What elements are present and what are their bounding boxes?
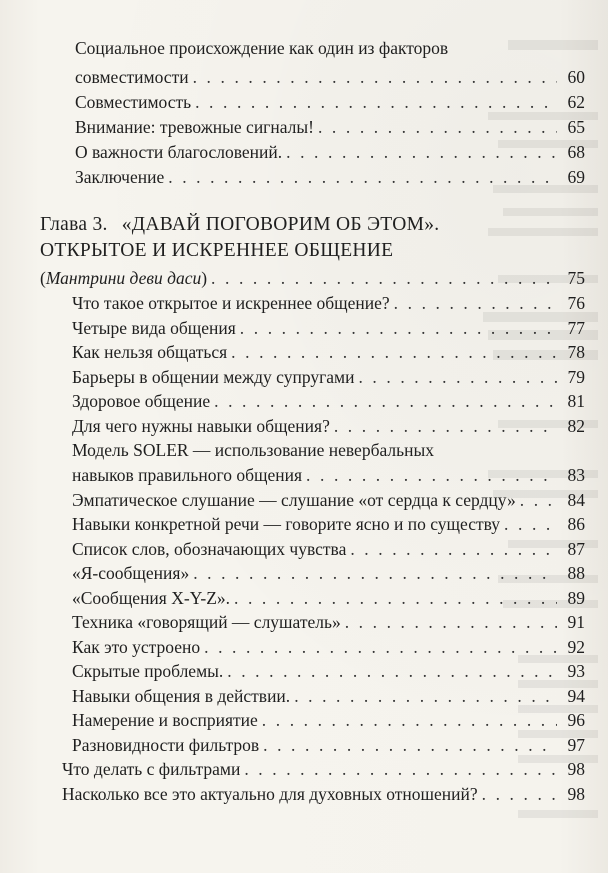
- dot-leader: [358, 366, 557, 388]
- toc-entry-title: Как это устроено: [72, 636, 201, 657]
- toc-page-number: 76: [567, 293, 585, 313]
- toc-entry-title: Техника «говорящий — слушатель»: [72, 612, 341, 632]
- dot-leader: [294, 685, 557, 707]
- toc-page-number: 82: [567, 415, 585, 436]
- dot-leader: [318, 116, 557, 138]
- toc-entry: [62, 758, 585, 780]
- toc-entry: [72, 538, 585, 560]
- toc-entry-title: Совместимость: [75, 92, 192, 112]
- toc-entry-title: Навыки конкретной речи — говорите ясно и по существу: [72, 514, 501, 534]
- dot-leader: [231, 341, 557, 363]
- toc-entry: [72, 562, 585, 584]
- toc-page-number: 92: [567, 636, 585, 657]
- toc-entry-title: Намерение и восприятие: [72, 710, 258, 730]
- toc-page-number: 97: [567, 734, 585, 755]
- toc-entry: [72, 464, 585, 486]
- toc-entry: [72, 587, 585, 609]
- toc-page-number: 77: [567, 317, 585, 338]
- toc-page-number: 65: [567, 117, 585, 137]
- toc-entry: [72, 636, 585, 658]
- toc-entry-title: Как нельзя общаться: [72, 342, 228, 362]
- toc-page-number: 96: [567, 710, 585, 730]
- dot-leader: [214, 390, 557, 412]
- toc-entry-title: Что делать с фильтрами: [62, 759, 241, 779]
- toc-entry: [72, 317, 585, 339]
- toc-page-number: 84: [567, 489, 585, 510]
- toc-page-number: 89: [567, 587, 585, 608]
- toc-entry-title: Список слов, обозначающих чувства: [72, 538, 347, 559]
- toc-entry: [72, 415, 585, 437]
- toc-entry: [72, 390, 585, 412]
- toc-entry: [72, 341, 585, 363]
- chapter-label: Глава 3.: [40, 214, 108, 235]
- toc-entry: [75, 116, 585, 138]
- chapter-author-entry: [40, 267, 585, 289]
- dot-leader: [240, 317, 557, 339]
- dot-leader: [244, 758, 557, 780]
- toc-entry: [72, 489, 585, 511]
- toc-entry-title: «Сообщения X-Y-Z».: [72, 587, 231, 608]
- dot-leader: [211, 267, 557, 289]
- toc-entry-line1: Социальное происхождение как один из факторов: [75, 38, 449, 58]
- toc-entry: [62, 783, 585, 805]
- dot-leader: [204, 636, 557, 658]
- dot-leader: [334, 415, 557, 437]
- toc-entry-title: Насколько все это актуально для духовных отношений?: [62, 783, 478, 804]
- dot-leader: [306, 464, 557, 486]
- dot-leader: [193, 562, 557, 584]
- toc-entry-title: Заключение: [75, 167, 165, 187]
- toc-entry: [72, 685, 585, 707]
- toc-entry: [72, 611, 585, 633]
- toc-entry-title: Что такое открытое и искреннее общение?: [72, 293, 390, 313]
- toc-entry: [75, 166, 585, 188]
- toc-entry: [72, 709, 585, 731]
- dot-leader: [345, 611, 557, 633]
- toc-entry-title: «Я-сообщения»: [72, 563, 190, 583]
- dot-leader: [520, 489, 557, 511]
- chapter-title-line2: ОТКРЫТОЕ И ИСКРЕННЕЕ ОБЩЕНИЕ: [40, 240, 394, 261]
- toc-page-number: 60: [567, 67, 585, 87]
- dot-leader: [168, 166, 557, 188]
- toc-page-number: 87: [567, 538, 585, 559]
- toc-page-number: 68: [567, 142, 585, 162]
- toc-entry-title: Разновидности фильтров: [72, 734, 260, 755]
- toc-entry-title: Барьеры в общении между супругами: [72, 366, 355, 387]
- toc-page-number: 93: [567, 661, 585, 681]
- toc-entry-title: Скрытые проблемы.: [72, 661, 224, 681]
- toc-entry-title: Эмпатическое слушание — слушание «от сердца к сердцу»: [72, 489, 516, 510]
- toc-entry-title: Внимание: тревожные сигналы!: [75, 117, 314, 137]
- dot-leader: [227, 660, 557, 682]
- toc-page-number: 69: [567, 167, 585, 187]
- dot-leader: [394, 292, 557, 314]
- dot-leader: [262, 709, 557, 731]
- toc-entry: [72, 513, 585, 535]
- dot-leader: [263, 734, 557, 756]
- chapter-heading: [40, 213, 585, 237]
- dot-leader: [482, 783, 557, 805]
- toc-entry: [75, 66, 585, 88]
- toc-page-number: 83: [567, 465, 585, 485]
- toc-page-number: 62: [567, 92, 585, 112]
- toc-page-number: 81: [567, 391, 585, 411]
- chapter-title-line1: «ДАВАЙ ПОГОВОРИМ ОБ ЭТОМ».: [121, 214, 440, 235]
- dot-leader: [195, 91, 557, 113]
- dot-leader: [350, 538, 557, 560]
- toc-page-number: 98: [567, 759, 585, 779]
- chapter-author: (Мантрини деви даси): [40, 268, 208, 288]
- toc-entry-title: Для чего нужны навыки общения?: [72, 415, 330, 436]
- toc-entry: [72, 366, 585, 388]
- toc-entry: [72, 660, 585, 682]
- dot-leader: [193, 66, 557, 88]
- toc-entry-title: Четыре вида общения: [72, 317, 236, 338]
- toc-entry: [75, 141, 585, 163]
- toc-entry: [75, 91, 585, 113]
- toc-page-number: 75: [567, 268, 585, 288]
- dot-leader: [286, 141, 557, 163]
- toc-entry-title: О важности благословений.: [75, 142, 283, 162]
- toc-entry: [72, 292, 585, 314]
- dot-leader: [504, 513, 557, 535]
- toc-entry: [72, 734, 585, 756]
- toc-page-number: 78: [567, 342, 585, 362]
- dot-leader: [234, 587, 557, 609]
- toc-entry-title: совместимости: [75, 67, 189, 87]
- toc-entry-line1: Модель SOLER — использование невербальных: [72, 440, 434, 460]
- toc-page-number: 98: [567, 783, 585, 804]
- toc-entry-title: Здоровое общение: [72, 391, 211, 411]
- toc-entry-title: Навыки общения в действии.: [72, 685, 291, 706]
- toc-entry-title: навыков правильного общения: [72, 465, 303, 485]
- toc-page-number: 91: [567, 612, 585, 632]
- toc-page-number: 79: [567, 366, 585, 387]
- toc-page-number: 94: [567, 685, 585, 706]
- toc-page-number: 86: [567, 514, 585, 534]
- toc-page-number: 88: [567, 563, 585, 583]
